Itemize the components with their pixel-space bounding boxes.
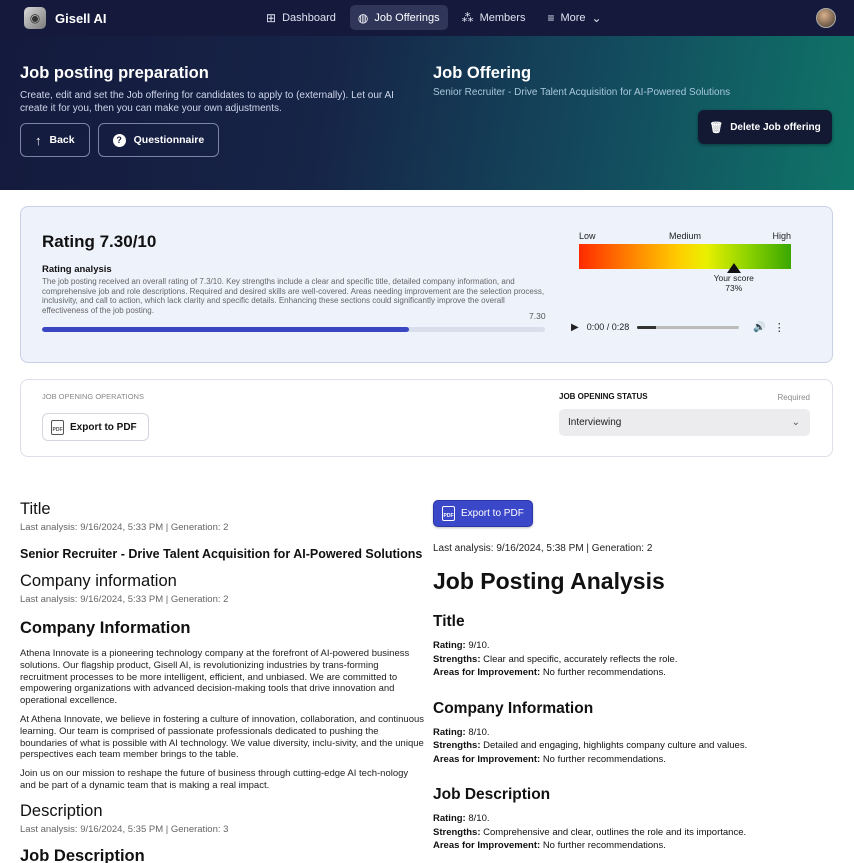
page-description: Create, edit and set the Job offering for candidates to apply to (externally). Let our AI create it for you, then you can make your own adjustments. bbox=[20, 90, 394, 114]
job-icon: ◍ bbox=[357, 10, 369, 25]
nav-members[interactable] bbox=[454, 5, 534, 30]
nav-members-label: Members bbox=[479, 11, 526, 24]
trash-icon: 🗑 bbox=[709, 121, 724, 134]
company-paragraph-2: At Athena Innovate, we believe in fostering a culture of innovation, collaboration, and continuous learning. Our team is comprised of passionate professionals dedicated to pushing the boundaries of what is possible with AI technology. We value diversity, inclu-sivity, and the unique perspectives each team member brings to the table. bbox=[20, 713, 425, 761]
analysis-section-title bbox=[433, 613, 833, 680]
analysis-description-rating: Rating: 8/10. bbox=[433, 813, 490, 824]
rating-progress-bar bbox=[42, 327, 545, 332]
more-options-icon[interactable]: ⋮ bbox=[773, 321, 785, 334]
nav-job-offerings-label: Job Offerings bbox=[374, 11, 440, 24]
analysis-description-strengths: Strengths: Comprehensive and clear, outlines the role and its importance. bbox=[433, 826, 747, 838]
page-title: Job posting preparation bbox=[20, 64, 209, 82]
job-title: Senior Recruiter - Drive Talent Acquisition for AI-Powered Solutions bbox=[20, 547, 423, 561]
right-column bbox=[433, 500, 833, 853]
job-description-heading: Job Description bbox=[20, 846, 145, 863]
ops-label: JOB OPENING OPERATIONS bbox=[42, 392, 144, 401]
company-info-heading: Company Information bbox=[20, 619, 191, 637]
analysis-company-improvement: Areas for Improvement: No further recommendations. bbox=[433, 753, 666, 765]
description-section-heading: Description bbox=[20, 801, 103, 820]
volume-icon[interactable]: 🔊 bbox=[753, 321, 766, 333]
rating-analysis-text: The job posting received an overall rating of 7.3/10. Key strengths include a clear and specific title, detailed company information, and comprehensive job and role descriptions. Required and desired skills are well-covered. Areas needing improvement are the selection process, inclusivity, and call to action, which lack clarity and specific details. Enhancing these sections could significantly improve the overall effectiveness of the job posting. bbox=[42, 277, 545, 315]
status-value: Interviewing bbox=[568, 417, 622, 428]
analysis-heading: Job Posting Analysis bbox=[433, 568, 665, 594]
rating-title: Rating 7.30/10 bbox=[42, 232, 157, 251]
members-icon: ⁂ bbox=[461, 10, 474, 25]
analysis-title-strengths: Strengths: Clear and specific, accurately reflects the role. bbox=[433, 653, 678, 665]
nav-job-offerings[interactable] bbox=[350, 5, 448, 30]
export-pdf-button[interactable] bbox=[42, 413, 149, 441]
question-icon: ? bbox=[113, 134, 126, 147]
company-paragraph-1: Athena Innovate is a pioneering technology company at the forefront of AI-powered business solutions. Our flagship product, Gisell AI, is revolutionizing industries by trans-forming recruitment processes to be more intelligent, efficient, and unbiased. We are committed to empowering organizations with advanced decision-making tools that drive innovation and operational excellence. bbox=[20, 648, 410, 707]
left-column bbox=[20, 500, 425, 863]
brand[interactable] bbox=[24, 7, 107, 29]
company-meta: Last analysis: 9/16/2024, 5:33 PM | Generation: 2 bbox=[20, 594, 229, 605]
play-icon[interactable]: ▶ bbox=[571, 321, 579, 333]
title-section-heading: Title bbox=[20, 500, 51, 518]
top-navbar bbox=[0, 0, 854, 36]
analysis-title-improvement: Areas for Improvement: No further recommendations. bbox=[433, 667, 666, 678]
pdf-icon: PDF bbox=[51, 420, 64, 435]
rating-card bbox=[20, 206, 833, 363]
back-button-label: Back bbox=[49, 134, 75, 146]
offering-subtitle: Senior Recruiter - Drive Talent Acquisition for AI-Powered Solutions bbox=[433, 87, 731, 98]
company-section-heading: Company information bbox=[20, 572, 177, 590]
offering-title: Job Offering bbox=[433, 64, 532, 82]
chevron-down-icon: ⌄ bbox=[591, 10, 602, 25]
gauge-score-value: 73% bbox=[725, 283, 743, 293]
arrow-up-icon: ↑ bbox=[35, 132, 42, 148]
delete-button-label: Delete Job offering bbox=[730, 121, 821, 133]
status-select[interactable] bbox=[559, 409, 810, 436]
rating-progress-fill bbox=[42, 327, 409, 332]
nav-dashboard-label: Dashboard bbox=[282, 11, 336, 24]
analysis-section-company bbox=[433, 700, 833, 767]
analysis-description-improvement: Areas for Improvement: No further recommendations. bbox=[433, 840, 666, 851]
audio-seek-bar[interactable] bbox=[637, 326, 739, 329]
brand-name: Gisell AI bbox=[55, 10, 107, 26]
gauge-medium-label: Medium bbox=[669, 231, 702, 241]
page-header bbox=[0, 36, 854, 190]
rating-value: 7.30 bbox=[529, 311, 546, 321]
analysis-meta: Last analysis: 9/16/2024, 5:38 PM | Generation: 2 bbox=[433, 543, 653, 554]
hero-right bbox=[433, 64, 730, 98]
chevron-down-icon: ⌄ bbox=[791, 417, 800, 428]
hero-actions bbox=[20, 123, 219, 157]
description-meta: Last analysis: 9/16/2024, 5:35 PM | Generation: 3 bbox=[20, 823, 229, 835]
gauge-score bbox=[704, 273, 764, 293]
nav-more[interactable] bbox=[539, 5, 609, 30]
analysis-company-strengths: Strengths: Detailed and engaging, highlights company culture and values. bbox=[433, 740, 748, 751]
hero-left bbox=[20, 64, 420, 115]
back-button[interactable] bbox=[20, 123, 90, 157]
nav-dashboard[interactable] bbox=[258, 5, 344, 30]
delete-job-offering-button[interactable] bbox=[698, 110, 832, 144]
audio-time: 0:00 / 0:28 bbox=[586, 322, 630, 332]
user-avatar[interactable] bbox=[816, 8, 836, 28]
gauge-low-label: Low bbox=[579, 231, 596, 241]
gauge-high-label: High bbox=[772, 231, 791, 241]
questionnaire-button-label: Questionnaire bbox=[133, 134, 205, 146]
brand-logo-icon: ◉ bbox=[24, 7, 46, 29]
required-label: Required bbox=[777, 393, 810, 402]
gauge-marker-icon bbox=[727, 263, 741, 273]
analysis-title-rating: Rating: 9/10. bbox=[433, 640, 490, 651]
status-label: JOB OPENING STATUS bbox=[559, 392, 648, 401]
export-analysis-pdf-button[interactable] bbox=[433, 500, 533, 527]
company-paragraph-3: Join us on our mission to reshape the future of business through cutting-edge AI tech-nology and be part of a dynamic team that is making a real impact. bbox=[20, 768, 409, 791]
job-opening-operations-card bbox=[20, 379, 833, 457]
menu-icon: ≡ bbox=[547, 10, 555, 25]
analysis-company-rating: Rating: 8/10. bbox=[433, 726, 490, 738]
score-gauge bbox=[579, 244, 791, 269]
analysis-company-heading: Company Information bbox=[433, 699, 594, 717]
gauge-score-label: Your score bbox=[713, 273, 754, 283]
analysis-title-heading: Title bbox=[433, 613, 465, 630]
grid-icon: ⊞ bbox=[266, 10, 277, 25]
nav-links bbox=[258, 5, 610, 30]
audio-player bbox=[563, 315, 803, 339]
audio-seek-fill bbox=[637, 326, 655, 329]
pdf-icon: PDF bbox=[442, 506, 455, 521]
export-pdf-label: Export to PDF bbox=[70, 421, 137, 433]
title-meta: Last analysis: 9/16/2024, 5:33 PM | Generation: 2 bbox=[20, 522, 229, 533]
rating-analysis-label: Rating analysis bbox=[42, 264, 112, 275]
export-analysis-pdf-label: Export to PDF bbox=[461, 508, 524, 519]
nav-more-label: More bbox=[560, 11, 586, 24]
questionnaire-button[interactable] bbox=[98, 123, 220, 157]
analysis-description-heading: Job Description bbox=[433, 786, 551, 803]
analysis-section-description bbox=[433, 786, 833, 853]
